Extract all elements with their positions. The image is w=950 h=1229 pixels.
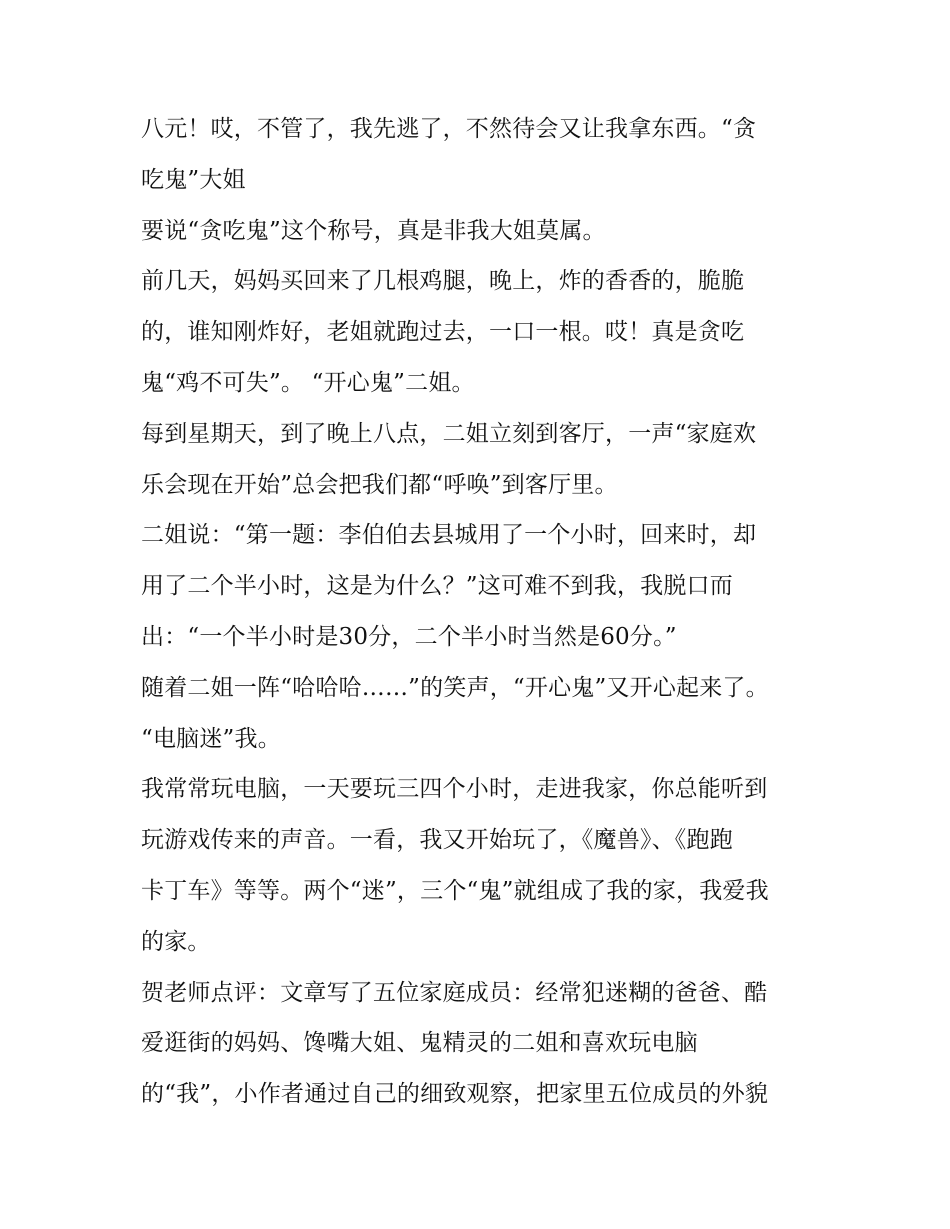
text-line: 前几天，妈妈买回来了几根鸡腿，晚上，炸的香香的，脆脆 [141,268,745,295]
text-line: 出：“一个半小时是30分，二个半小时当然是60分。” [141,623,677,650]
text-line: 的，谁知刚炸好，老姐就跑过去，一口一根。哎！真是贪吃 [141,319,745,346]
text-line: 乐会现在开始”总会把我们都“呼唤”到客厅里。 [141,471,618,498]
text-line: 吃鬼”大姐 [141,166,246,193]
text-line: 每到星期天，到了晚上八点，二姐立刻到客厅，一声“家庭欢 [141,420,757,447]
text-line: 爱逛街的妈妈、馋嘴大姐、鬼精灵的二姐和喜欢玩电脑 [141,1030,698,1057]
text-line: 贺老师点评：文章写了五位家庭成员：经常犯迷糊的爸爸、酷 [141,979,768,1006]
text-line: 的家。 [141,928,211,955]
text-line: 鬼“鸡不可失”。 “开心鬼”二姐。 [141,369,475,396]
text-line: 随着二姐一阵“哈哈哈……”的笑声，“开心鬼”又开心起来了。 [141,674,769,701]
text-line: 八元！哎，不管了，我先逃了，不然待会又让我拿东西。“贪 [141,116,757,142]
document-body [141,104,821,1120]
text-line: 玩游戏传来的声音。一看，我又开始玩了，《魔兽》、《跑跑 [141,827,733,854]
text-line: “电脑迷”我。 [141,725,281,752]
text-line: 要说“贪吃鬼”这个称号，真是非我大姐莫属。 [141,217,606,244]
text-line: 我常常玩电脑，一天要玩三四个小时，走进我家，你总能听到 [141,776,768,803]
text-line: 的“我”，小作者通过自己的细致观察，把家里五位成员的外貌 [141,1081,769,1108]
text-line: 用了二个半小时，这是为什么？”这可难不到我，我脱口而 [141,573,733,600]
text-line: 卡丁车》等等。两个“迷”，三个“鬼”就组成了我的家，我爱我 [141,877,769,904]
text-line: 二姐说：“第一题：李伯伯去县城用了一个小时，回来时，却 [141,522,757,549]
